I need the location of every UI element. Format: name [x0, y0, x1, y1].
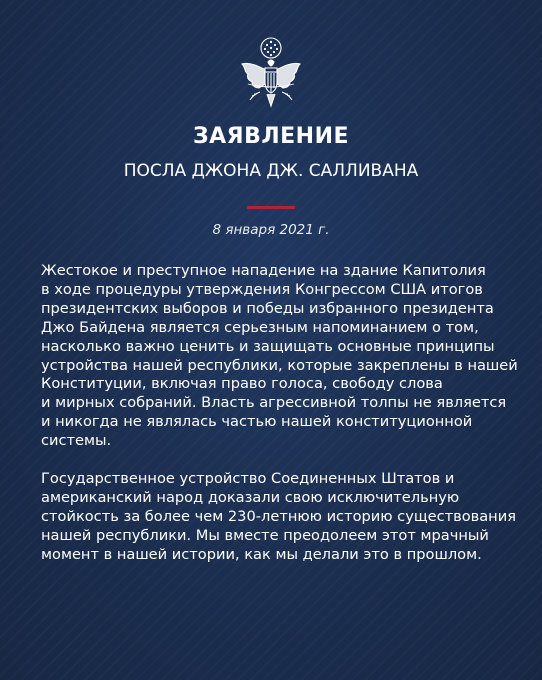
accent-divider: [247, 206, 295, 209]
statement-title: ЗАЯВЛЕНИЕ: [192, 124, 350, 149]
statement-subtitle: ПОСЛА ДЖОНА ДЖ. САЛЛИВАНА: [123, 161, 419, 181]
statement-date: 8 января 2021 г.: [212, 222, 330, 238]
body-paragraph: Государственное устройство Соединенных Штатов и американский народ доказали свою исключительную стойкость за более чем 230-летнюю историю существования нашей республики. Мы вместе преодолеем этот мрачный момент в нашей истории, как мы делали это в прошлом.: [41, 470, 516, 563]
great-seal-eagle-icon: [238, 34, 304, 112]
statement-body: [41, 262, 521, 584]
body-paragraph: Жестокое и преступное нападение на здание Капитолия в ходе процедуры утверждения Конгрессом США итогов президентских выборов и победы избранного президента Джо Байдена является серьезным напоминанием о том, насколько важно ценить и защищать основные принципы устройства нашей республики, которые закреплены в нашей Конституции, включая право голоса, свободу слова и мирных собраний. Власть агрессивной толпы не является и никогда не являлась частью нашей конституционной системы.: [41, 262, 518, 450]
